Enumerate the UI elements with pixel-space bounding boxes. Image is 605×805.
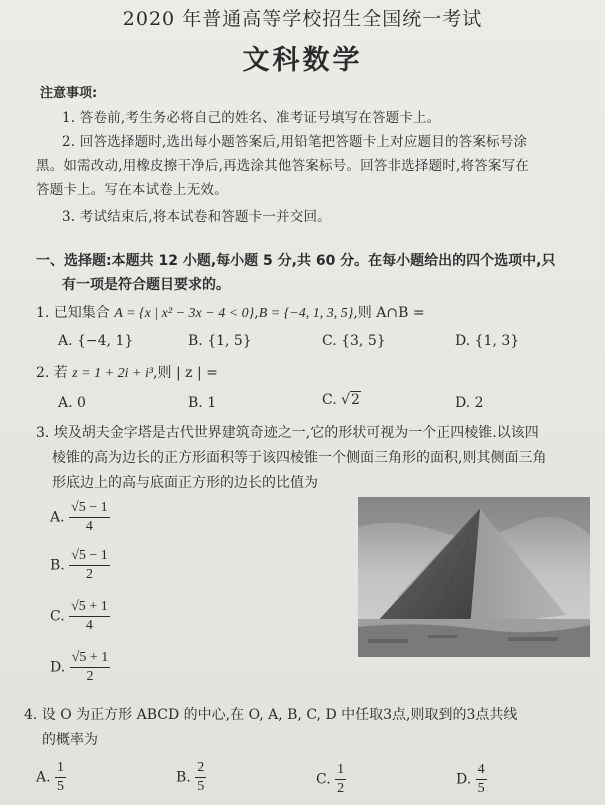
option-fraction	[70, 650, 111, 685]
notice-title: 注意事项:	[40, 86, 98, 101]
option-label: A.	[50, 509, 65, 526]
question-1-option-c: C. {3, 5}	[322, 333, 386, 349]
fraction-numerator: √5 − 1	[69, 500, 110, 518]
sqrt-symbol: √	[341, 392, 351, 408]
notice-item-2-line-2: 黑。如需改动,用橡皮擦干净后,再选涂其他答案标号。回答非选择题时,将答案写在	[36, 158, 529, 174]
fraction-denominator: 2	[337, 781, 345, 796]
question-2-option-b: B. 1	[188, 395, 217, 411]
question-3-option-d	[50, 650, 110, 685]
option-label: D.	[50, 659, 66, 676]
question-4-option-a	[36, 760, 66, 795]
fraction-numerator: √5 − 1	[69, 548, 110, 566]
option-fraction	[476, 762, 487, 797]
fraction-numerator: √5 + 1	[69, 599, 110, 617]
question-2-option-c-sqrt	[341, 392, 361, 408]
question-3-option-a	[50, 500, 110, 535]
fraction-denominator: 4	[85, 519, 93, 534]
question-3-line-2: 棱锥的高为边长的正方形面积等于该四棱锥一个侧面三角形的面积,则其侧面三角	[52, 450, 547, 466]
question-3-option-b	[50, 548, 110, 583]
option-fraction	[69, 500, 110, 535]
question-2-option-a: A. 0	[58, 395, 86, 411]
fraction-denominator: 5	[477, 781, 485, 796]
exam-title: 2020 年普通高等学校招生全国统一考试	[122, 8, 483, 30]
fraction-denominator: 4	[85, 618, 93, 633]
question-4-line-1: 4. 设 O 为正方形 ABCD 的中心,在 O, A, B, C, D 中任取3点,则取到的3点共线	[24, 707, 518, 723]
section-1-line-2: 有一项是符合题目要求的。	[62, 277, 230, 293]
question-4-line-2: 的概率为	[42, 732, 98, 748]
option-fraction	[335, 762, 346, 797]
question-2-expr: z = 1 + 2i + i³	[72, 366, 154, 381]
fraction-denominator: 2	[86, 669, 94, 684]
fraction-denominator: 5	[197, 779, 205, 794]
question-2-option-c	[322, 392, 361, 408]
pyramid-photo	[358, 497, 590, 657]
pyramid-illustration	[358, 497, 590, 657]
notice-item-1: 1. 答卷前,考生务必将自己的姓名、准考证号填写在答题卡上。	[62, 110, 441, 126]
question-1-stem	[36, 302, 425, 322]
subject-title: 文科数学	[242, 45, 363, 76]
question-2-option-d: D. 2	[455, 395, 484, 411]
question-2-option-c-label: C.	[322, 392, 337, 408]
question-3-option-c	[50, 599, 110, 634]
question-1-stem-b: ,则 A∩B =	[353, 305, 425, 321]
option-fraction	[69, 548, 110, 583]
fraction-numerator: 1	[55, 760, 66, 778]
question-3-line-1: 3. 埃及胡夫金字塔是古代世界建筑奇迹之一,它的形状可视为一个正四棱锥.以该四	[36, 425, 539, 441]
sqrt-radicand: 2	[351, 392, 360, 408]
question-1-sep: ,	[254, 305, 259, 321]
question-1-option-a: A. {−4, 1}	[58, 333, 134, 349]
fraction-numerator: √5 + 1	[70, 650, 111, 668]
option-label: A.	[36, 769, 51, 786]
notice-item-2-line-3: 答题卡上。写在本试卷上无效。	[36, 182, 228, 198]
question-1-set-b: B = {−4, 1, 3, 5}	[258, 306, 354, 321]
option-label: B.	[50, 557, 65, 574]
option-label: C.	[50, 608, 65, 625]
notice-item-3: 3. 考试结束后,将本试卷和答题卡一并交回。	[62, 209, 331, 225]
fraction-denominator: 2	[86, 567, 93, 582]
question-1-option-d: D. {1, 3}	[455, 333, 520, 349]
section-1-line-1: 一、选择题:本题共 12 小题,每小题 5 分,共 60 分。在每小题给出的四个选项中,只	[36, 253, 556, 269]
question-4-option-c	[316, 762, 346, 797]
option-label: B.	[176, 769, 191, 786]
question-3-line-3: 形底边上的高与底面正方形的边长的比值为	[52, 475, 318, 491]
question-1-set-a: A = {x | x² − 3x − 4 < 0}	[114, 306, 255, 321]
question-2-stem	[36, 362, 218, 382]
option-fraction	[69, 599, 110, 634]
option-fraction	[195, 760, 206, 795]
notice-item-2-line-1: 2. 回答选择题时,选出每小题答案后,用铅笔把答题卡上对应题目的答案标号涂	[62, 134, 528, 150]
option-fraction	[55, 760, 66, 795]
fraction-denominator: 5	[57, 779, 65, 794]
option-label: D.	[456, 771, 472, 788]
question-2-stem-b: ,则 | z | =	[153, 365, 218, 381]
option-label: C.	[316, 771, 331, 788]
fraction-numerator: 4	[476, 762, 487, 780]
question-4-option-b	[176, 760, 206, 795]
question-2-stem-a: 2. 若	[36, 365, 73, 381]
question-1-stem-a: 1. 已知集合	[36, 305, 115, 321]
fraction-numerator: 1	[335, 762, 346, 780]
question-1-option-b: B. {1, 5}	[188, 333, 252, 349]
question-4-option-d	[456, 762, 487, 797]
fraction-numerator: 2	[195, 760, 206, 778]
